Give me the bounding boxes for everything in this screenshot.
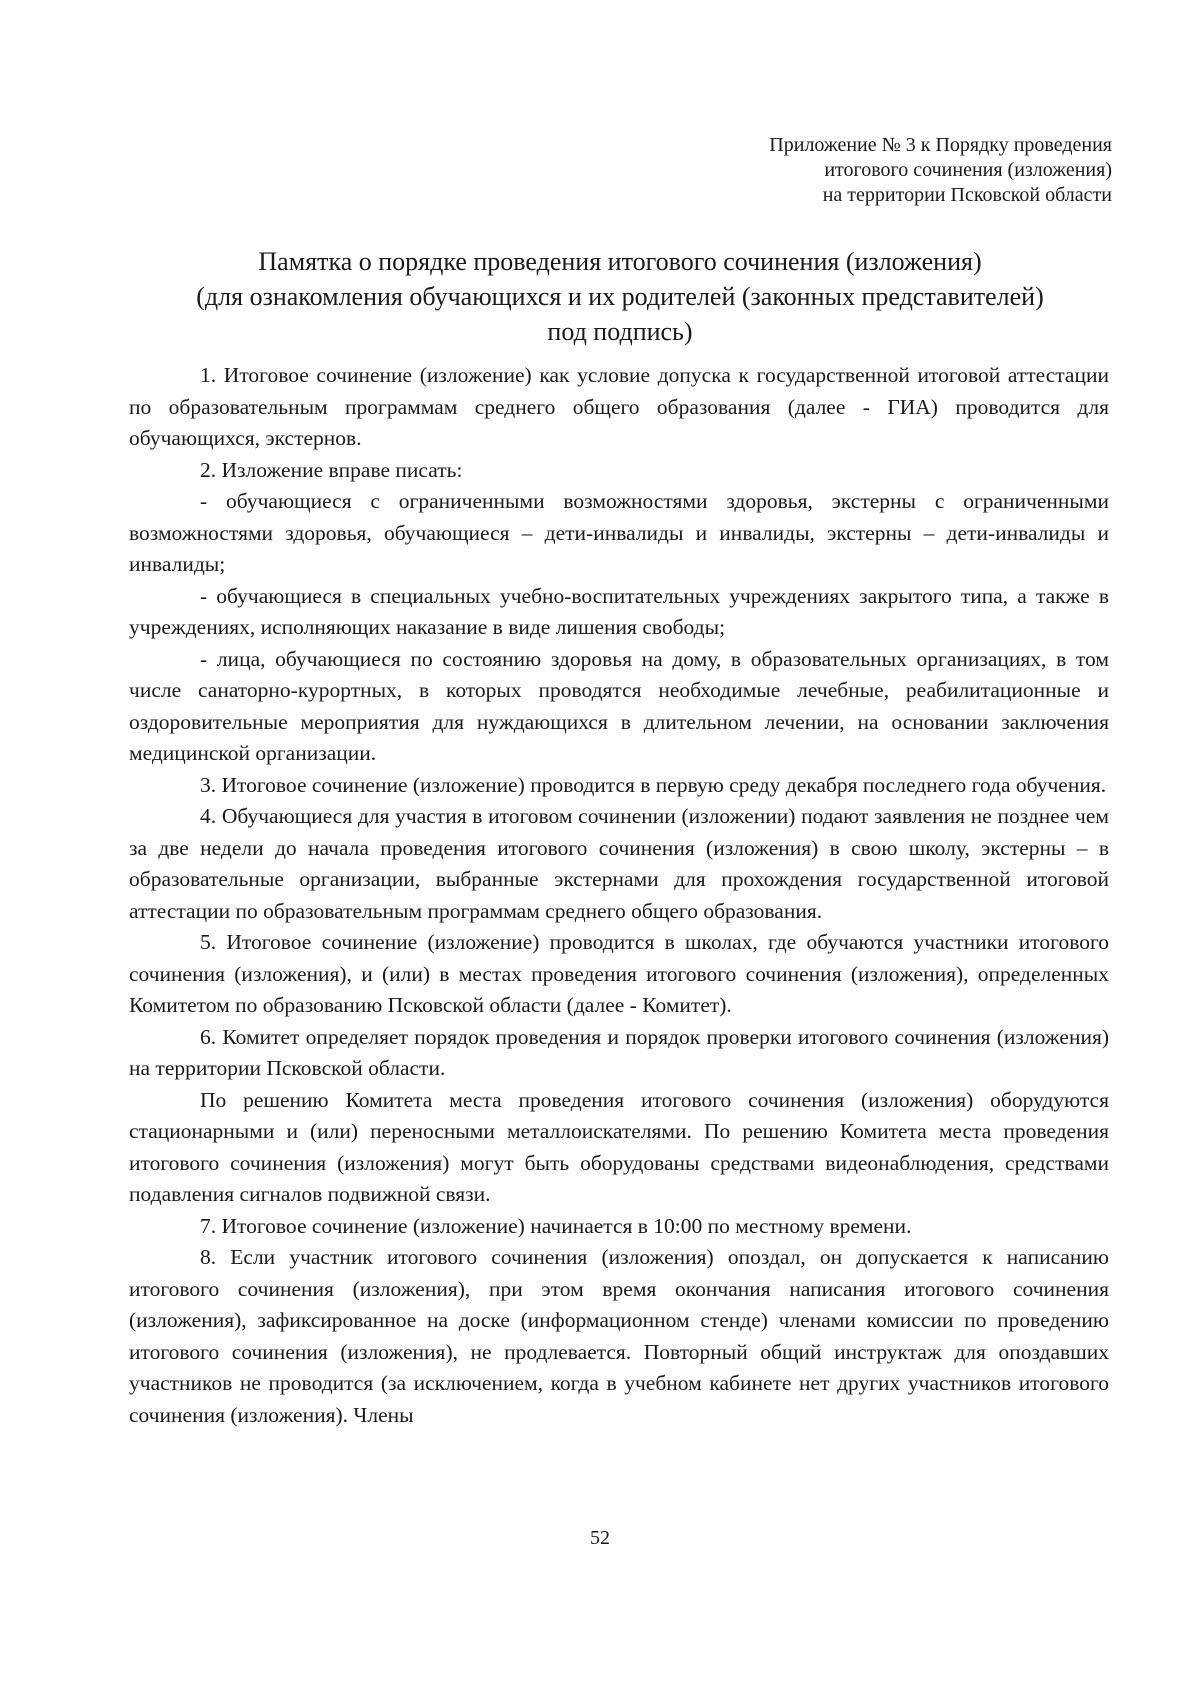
appendix-note [769,133,1112,208]
paragraph: 6. Комитет определяет порядок проведения и порядок проверки итогового сочинения (изложения) на территории Псковской области. [129,1024,1109,1080]
paragraph: 1. Итоговое сочинение (изложение) как условие допуска к государственной итоговой аттестации по образовательным программам среднего общего образования (далее - ГИА) проводится для обучающихся, экстернов. [129,363,1109,450]
title-line: (для ознакомления обучающихся и их родителей (законных представителей) [196,282,1044,311]
title-line: под подпись) [547,317,693,346]
paragraph: - лица, обучающиеся по состоянию здоровья на дому, в образовательных организациях, в том числе санаторно-курортных, в которых проводятся необходимые лечебные, реабилитационные и оздоровительные мероприятия для нуждающихся в длительном лечении, на основании заключения медицинской организации. [129,646,1109,765]
paragraph: 7. Итоговое сочинение (изложение) начинается в 10:00 по местному времени. [200,1213,912,1238]
paragraph: 3. Итоговое сочинение (изложение) проводится в первую среду декабря последнего года обучения. [200,772,1107,797]
paragraph: 2. Изложение вправе писать: [200,457,463,482]
appendix-line: Приложение № 3 к Порядку проведения [769,134,1112,156]
paragraph: 4. Обучающиеся для участия в итоговом сочинении (изложении) подают заявления не позднее чем за две недели до начала проведения итогового сочинения (изложения) в свою школу, экстерны – в образовательные организации, выбранные экстернами для прохождения государственной итоговой аттестации по образовательным программам среднего общего образования. [129,804,1109,923]
appendix-line: на территории Псковской области [822,184,1112,206]
page-number: 52 [590,1527,610,1549]
paragraph: По решению Комитета места проведения итогового сочинения (изложения) оборудуются стационарными и (или) переносными металлоискателями. По решению Комитета места проведения итогового сочинения (изложения) могут быть оборудованы средствами видеонаблюдения, средствами подавления сигналов подвижной связи. [129,1087,1109,1206]
paragraph: 5. Итоговое сочинение (изложение) проводится в школах, где обучаются участники итогового сочинения (изложения), и (или) в местах проведения итогового сочинения (изложения), определенных Комитетом по образованию Псковской области (далее - Комитет). [129,930,1109,1017]
paragraph: - обучающиеся с ограниченными возможностями здоровья, экстерны с ограниченными возможностями здоровья, обучающиеся – дети-инвалиды и инвалиды, экстерны – дети-инвалиды и инвалиды; [129,489,1109,576]
paragraph: - обучающиеся в специальных учебно-воспитательных учреждениях закрытого типа, а также в учреждениях, исполняющих наказание в виде лишения свободы; [129,583,1109,639]
document-title [130,244,1110,349]
title-line: Памятка о порядке проведения итогового сочинения (изложения) [258,247,982,276]
appendix-line: итогового сочинения (изложения) [824,159,1112,181]
paragraph: 8. Если участник итогового сочинения (изложения) опоздал, он допускается к написанию итогового сочинения (изложения), при этом время окончания написания итогового сочинения (изложения), зафиксированное на доске (информационном стенде) членами комиссии по проведению итогового сочинения (изложения), не продлевается. Повторный общий инструктаж для опоздавших участников не проводится (за исключением, когда в учебном кабинете нет других участников итогового сочинения (изложения). Члены [129,1245,1109,1427]
document-body [129,360,1109,1431]
